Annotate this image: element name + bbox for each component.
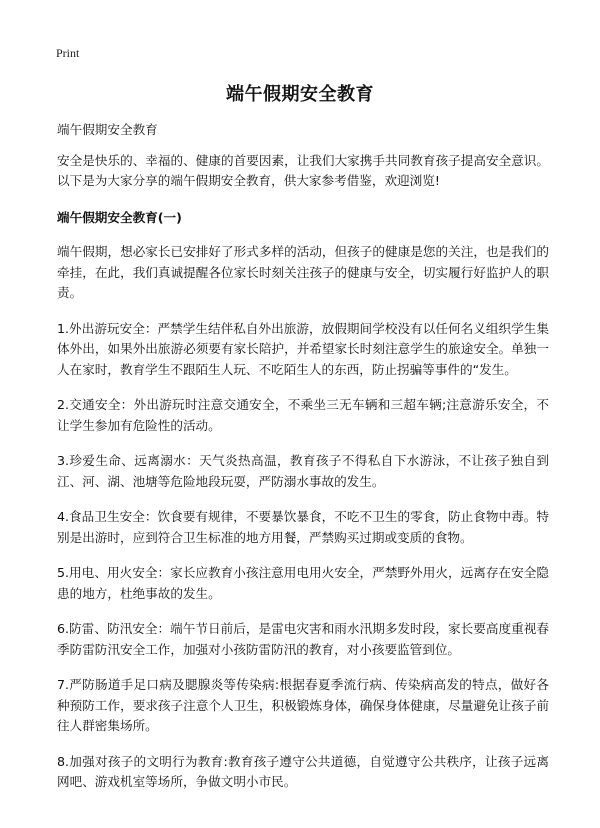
page-title: 端午假期安全教育	[226, 84, 374, 105]
section-heading: 端午假期安全教育(一)	[57, 209, 182, 225]
document-subtitle: 端午假期安全教育	[57, 122, 158, 137]
paragraph-civilized-behavior: 8.加强对孩子的文明行为教育:教育孩子遵守公共道德，自觉遵守公共秩序，让孩子远离网吧、游戏机室等场所，争做文明小市民。	[57, 753, 549, 789]
paragraph-disease-prevention: 7.严防肠道手足口病及腮腺炎等传染病:根据春夏季流行病、传染病高发的特点，做好各种预防工作，要求孩子注意个人卫生，积极锻炼身体，确保身体健康，尽量避免让孩子前往人群密集场所。	[57, 677, 549, 733]
intro-paragraph: 安全是快乐的、幸福的、健康的首要因素，让我们大家携手共同教育孩子提高安全意识。以下是为大家分享的端午假期安全教育，供大家参考借鉴，欢迎浏览!	[57, 152, 549, 188]
paragraph-traffic-safety: 2.交通安全：外出游玩时注意交通安全，不乘坐三无车辆和三超车辆;注意游乐安全，不让学生参加有危险性的活动。	[57, 397, 549, 433]
paragraph-outdoor-safety: 1.外出游玩安全：严禁学生结伴私自外出旅游，放假期间学校没有以任何名义组织学生集体外出，如果外出旅游必须要有家长陪护，并希望家长时刻注意学生的旅途安全。单独一人在家时，教育学生不跟陌生人玩、不吃陌生人的东西，防止拐骗等事件的“发生。	[57, 320, 549, 377]
article-body	[57, 120, 549, 808]
paragraph-food-safety: 4.食品卫生安全：饮食要有规律，不要暴饮暴食，不吃不卫生的零食，防止食物中毒。特别是出游时，应到符合卫生标准的地方用餐，严禁购买过期或变质的食物。	[57, 509, 549, 545]
paragraph-opening: 端午假期，想必家长已安排好了形式多样的活动，但孩子的健康是您的关注，也是我们的牵挂，在此，我们真诚提醒各位家长时刻关注孩子的健康与安全，切实履行好监护人的职责。	[57, 244, 549, 300]
print-link[interactable]: Print	[56, 46, 80, 60]
paragraph-drowning-prevention: 3.珍爱生命、远离溺水：天气炎热高温，教育孩子不得私自下水游泳，不让孩子独自到江、河、湖、池塘等危险地段玩耍，严防溺水事故的发生。	[57, 453, 549, 489]
paragraph-electricity-fire-safety: 5.用电、用火安全：家长应教育小孩注意用电用火安全，严禁野外用火，远离存在安全隐患的地方，杜绝事故的发生。	[57, 565, 549, 601]
paragraph-lightning-flood-safety: 6.防雷、防汛安全：端午节日前后，是雷电灾害和雨水汛期多发时段，家长要高度重视春季防雷防汛安全工作，加强对小孩防雷防汛的教育，对小孩要监管到位。	[57, 621, 549, 657]
